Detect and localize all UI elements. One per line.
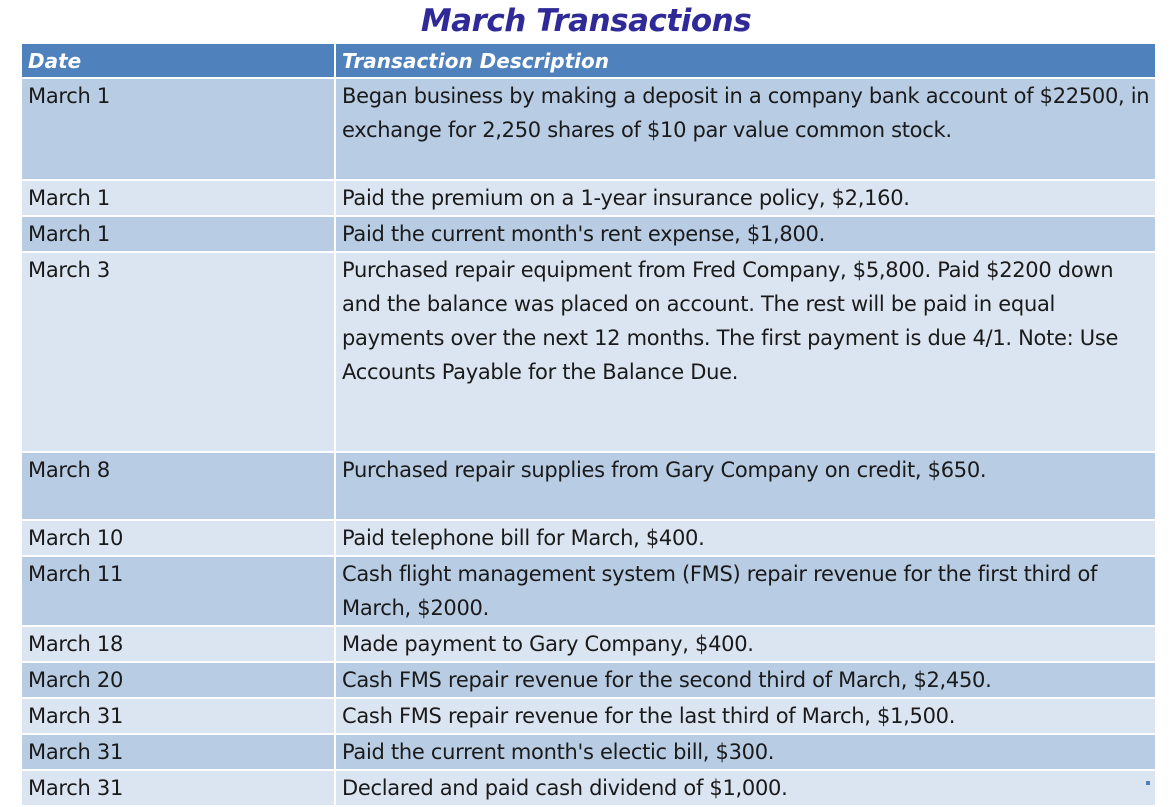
table-header-row	[22, 44, 1155, 78]
date-cell: March 18	[22, 626, 335, 662]
column-header-description: Transaction Description	[335, 44, 1155, 78]
date-cell: March 10	[22, 520, 335, 556]
description-cell: Cash flight management system (FMS) repair revenue for the first third of March, $2000.	[335, 556, 1155, 626]
table-row	[22, 734, 1155, 770]
table-row	[22, 252, 1155, 452]
resize-handle-icon	[1146, 781, 1150, 785]
description-cell: Paid telephone bill for March, $400.	[335, 520, 1155, 556]
table-row	[22, 216, 1155, 252]
date-cell: March 1	[22, 180, 335, 216]
description-cell: Purchased repair equipment from Fred Company, $5,800. Paid $2200 down and the balance was placed on account. The rest will be paid in equal payments over the next 12 months. The first payment is due 4/1. Note: Use Accounts Payable for the Balance Due.	[335, 252, 1155, 452]
table-row	[22, 520, 1155, 556]
date-cell: March 11	[22, 556, 335, 626]
description-cell: Began business by making a deposit in a company bank account of $22500, in exchange for 2,250 shares of $10 par value common stock.	[335, 78, 1155, 180]
description-cell: Paid the current month's rent expense, $1,800.	[335, 216, 1155, 252]
column-header-date: Date	[22, 44, 335, 78]
date-cell: March 8	[22, 452, 335, 520]
description-cell: Purchased repair supplies from Gary Company on credit, $650.	[335, 452, 1155, 520]
table-row	[22, 770, 1155, 806]
description-cell: Paid the premium on a 1-year insurance policy, $2,160.	[335, 180, 1155, 216]
description-cell: Declared and paid cash dividend of $1,000.	[335, 770, 1155, 806]
date-cell: March 31	[22, 770, 335, 806]
table-row	[22, 556, 1155, 626]
description-cell: Cash FMS repair revenue for the last third of March, $1,500.	[335, 698, 1155, 734]
table-row	[22, 180, 1155, 216]
date-cell: March 20	[22, 662, 335, 698]
transactions-table	[22, 44, 1155, 807]
date-cell: March 1	[22, 216, 335, 252]
description-cell: Paid the current month's electic bill, $300.	[335, 734, 1155, 770]
description-cell: Cash FMS repair revenue for the second third of March, $2,450.	[335, 662, 1155, 698]
table-row	[22, 78, 1155, 180]
date-cell: March 3	[22, 252, 335, 452]
table-row	[22, 452, 1155, 520]
page-title: March Transactions	[420, 3, 752, 39]
table-row	[22, 626, 1155, 662]
table-row	[22, 698, 1155, 734]
table-row	[22, 662, 1155, 698]
description-cell: Made payment to Gary Company, $400.	[335, 626, 1155, 662]
date-cell: March 31	[22, 734, 335, 770]
date-cell: March 1	[22, 78, 335, 180]
date-cell: March 31	[22, 698, 335, 734]
